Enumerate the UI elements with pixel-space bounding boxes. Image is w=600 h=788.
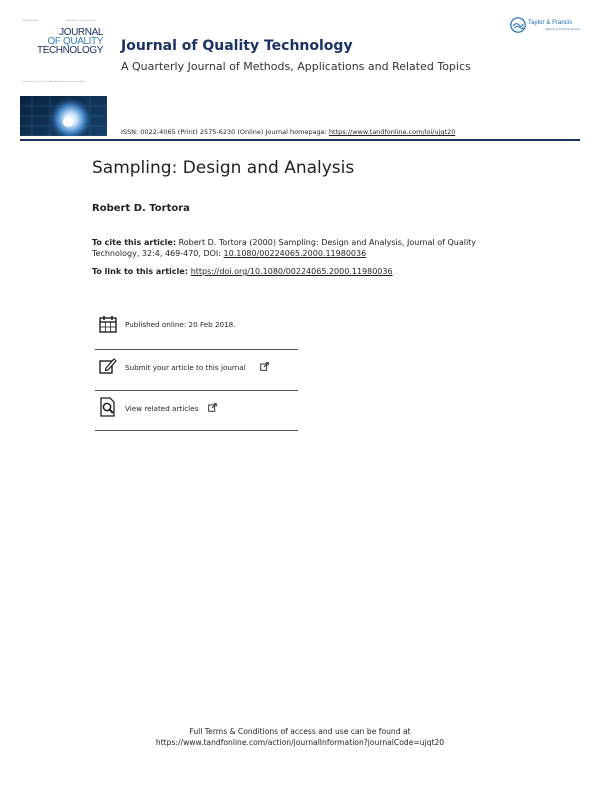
publisher-name: Taylor & Francis xyxy=(528,19,573,26)
citation-text: Robert D. Tortora (2000) Sampling: Design and Analysis, Journal of Quality Technology, 32:4, 469-470, DOI: xyxy=(92,238,477,258)
cover-caption: A Quarterly Journal of Methods, Applications and Related Topics xyxy=(22,81,86,83)
cover-tiny-right: Published by Taylor & Francis xyxy=(66,20,96,22)
header-rule xyxy=(20,139,580,141)
article-link-line xyxy=(92,267,393,276)
external-link-icon xyxy=(208,403,217,412)
cover-journal-line2: OF QUALITY xyxy=(47,36,103,47)
search-document-icon xyxy=(98,397,118,417)
action-divider-3 xyxy=(95,430,298,431)
article-doi-url[interactable]: https://doi.org/10.1080/00224065.2000.11980036 xyxy=(190,267,393,276)
submit-article-link[interactable] xyxy=(95,351,298,389)
related-articles-link[interactable] xyxy=(95,392,298,430)
action-divider-1 xyxy=(95,349,298,350)
edit-icon xyxy=(98,356,118,376)
related-articles-label: View related articles xyxy=(125,404,199,413)
issn-text: ISSN: 0022-4065 (Print) 2575-6230 (Online) Journal homepage: xyxy=(121,128,329,136)
journal-subtitle: A Quarterly Journal of Methods, Applications and Related Topics xyxy=(121,60,471,73)
article-author: Robert D. Tortora xyxy=(92,203,190,214)
external-link-icon xyxy=(260,362,269,371)
cover-journal-line1: JOURNAL xyxy=(59,27,103,38)
cover-journal-line3: TECHNOLOGY xyxy=(36,45,103,56)
cover-image xyxy=(20,96,107,136)
footer xyxy=(0,726,600,748)
journal-homepage-link[interactable]: https://www.tandfonline.com/loi/ujqt20 xyxy=(328,128,456,136)
cover-top xyxy=(20,18,107,78)
published-online-label: Published online: 20 Feb 2018. xyxy=(125,320,236,329)
calendar-icon xyxy=(98,314,118,334)
citation-doi-link[interactable]: 10.1080/00224065.2000.11980036 xyxy=(223,249,367,258)
citation-block xyxy=(92,237,512,259)
cover-artwork xyxy=(20,96,107,136)
issn-line xyxy=(121,128,455,136)
citation-label: To cite this article: xyxy=(92,238,177,247)
link-label: To link to this article: xyxy=(92,267,191,276)
action-divider-2 xyxy=(95,390,298,391)
publisher-logo[interactable] xyxy=(510,16,582,38)
journal-title: Journal of Quality Technology xyxy=(121,38,353,54)
journal-cover xyxy=(20,18,107,136)
article-title: Sampling: Design and Analysis xyxy=(92,158,355,178)
cover-tiny-left: ISSN 0022-4065 xyxy=(22,20,39,22)
publisher-emblem-icon xyxy=(510,17,526,33)
publisher-group: Taylor & Francis Group xyxy=(546,27,580,31)
submit-article-label: Submit your article to this journal xyxy=(125,363,246,372)
footer-terms-link[interactable]: https://www.tandfonline.com/action/journalInformation?journalCode=ujqt20 xyxy=(155,738,445,747)
footer-line-1: Full Terms & Conditions of access and use can be found at xyxy=(189,727,411,736)
